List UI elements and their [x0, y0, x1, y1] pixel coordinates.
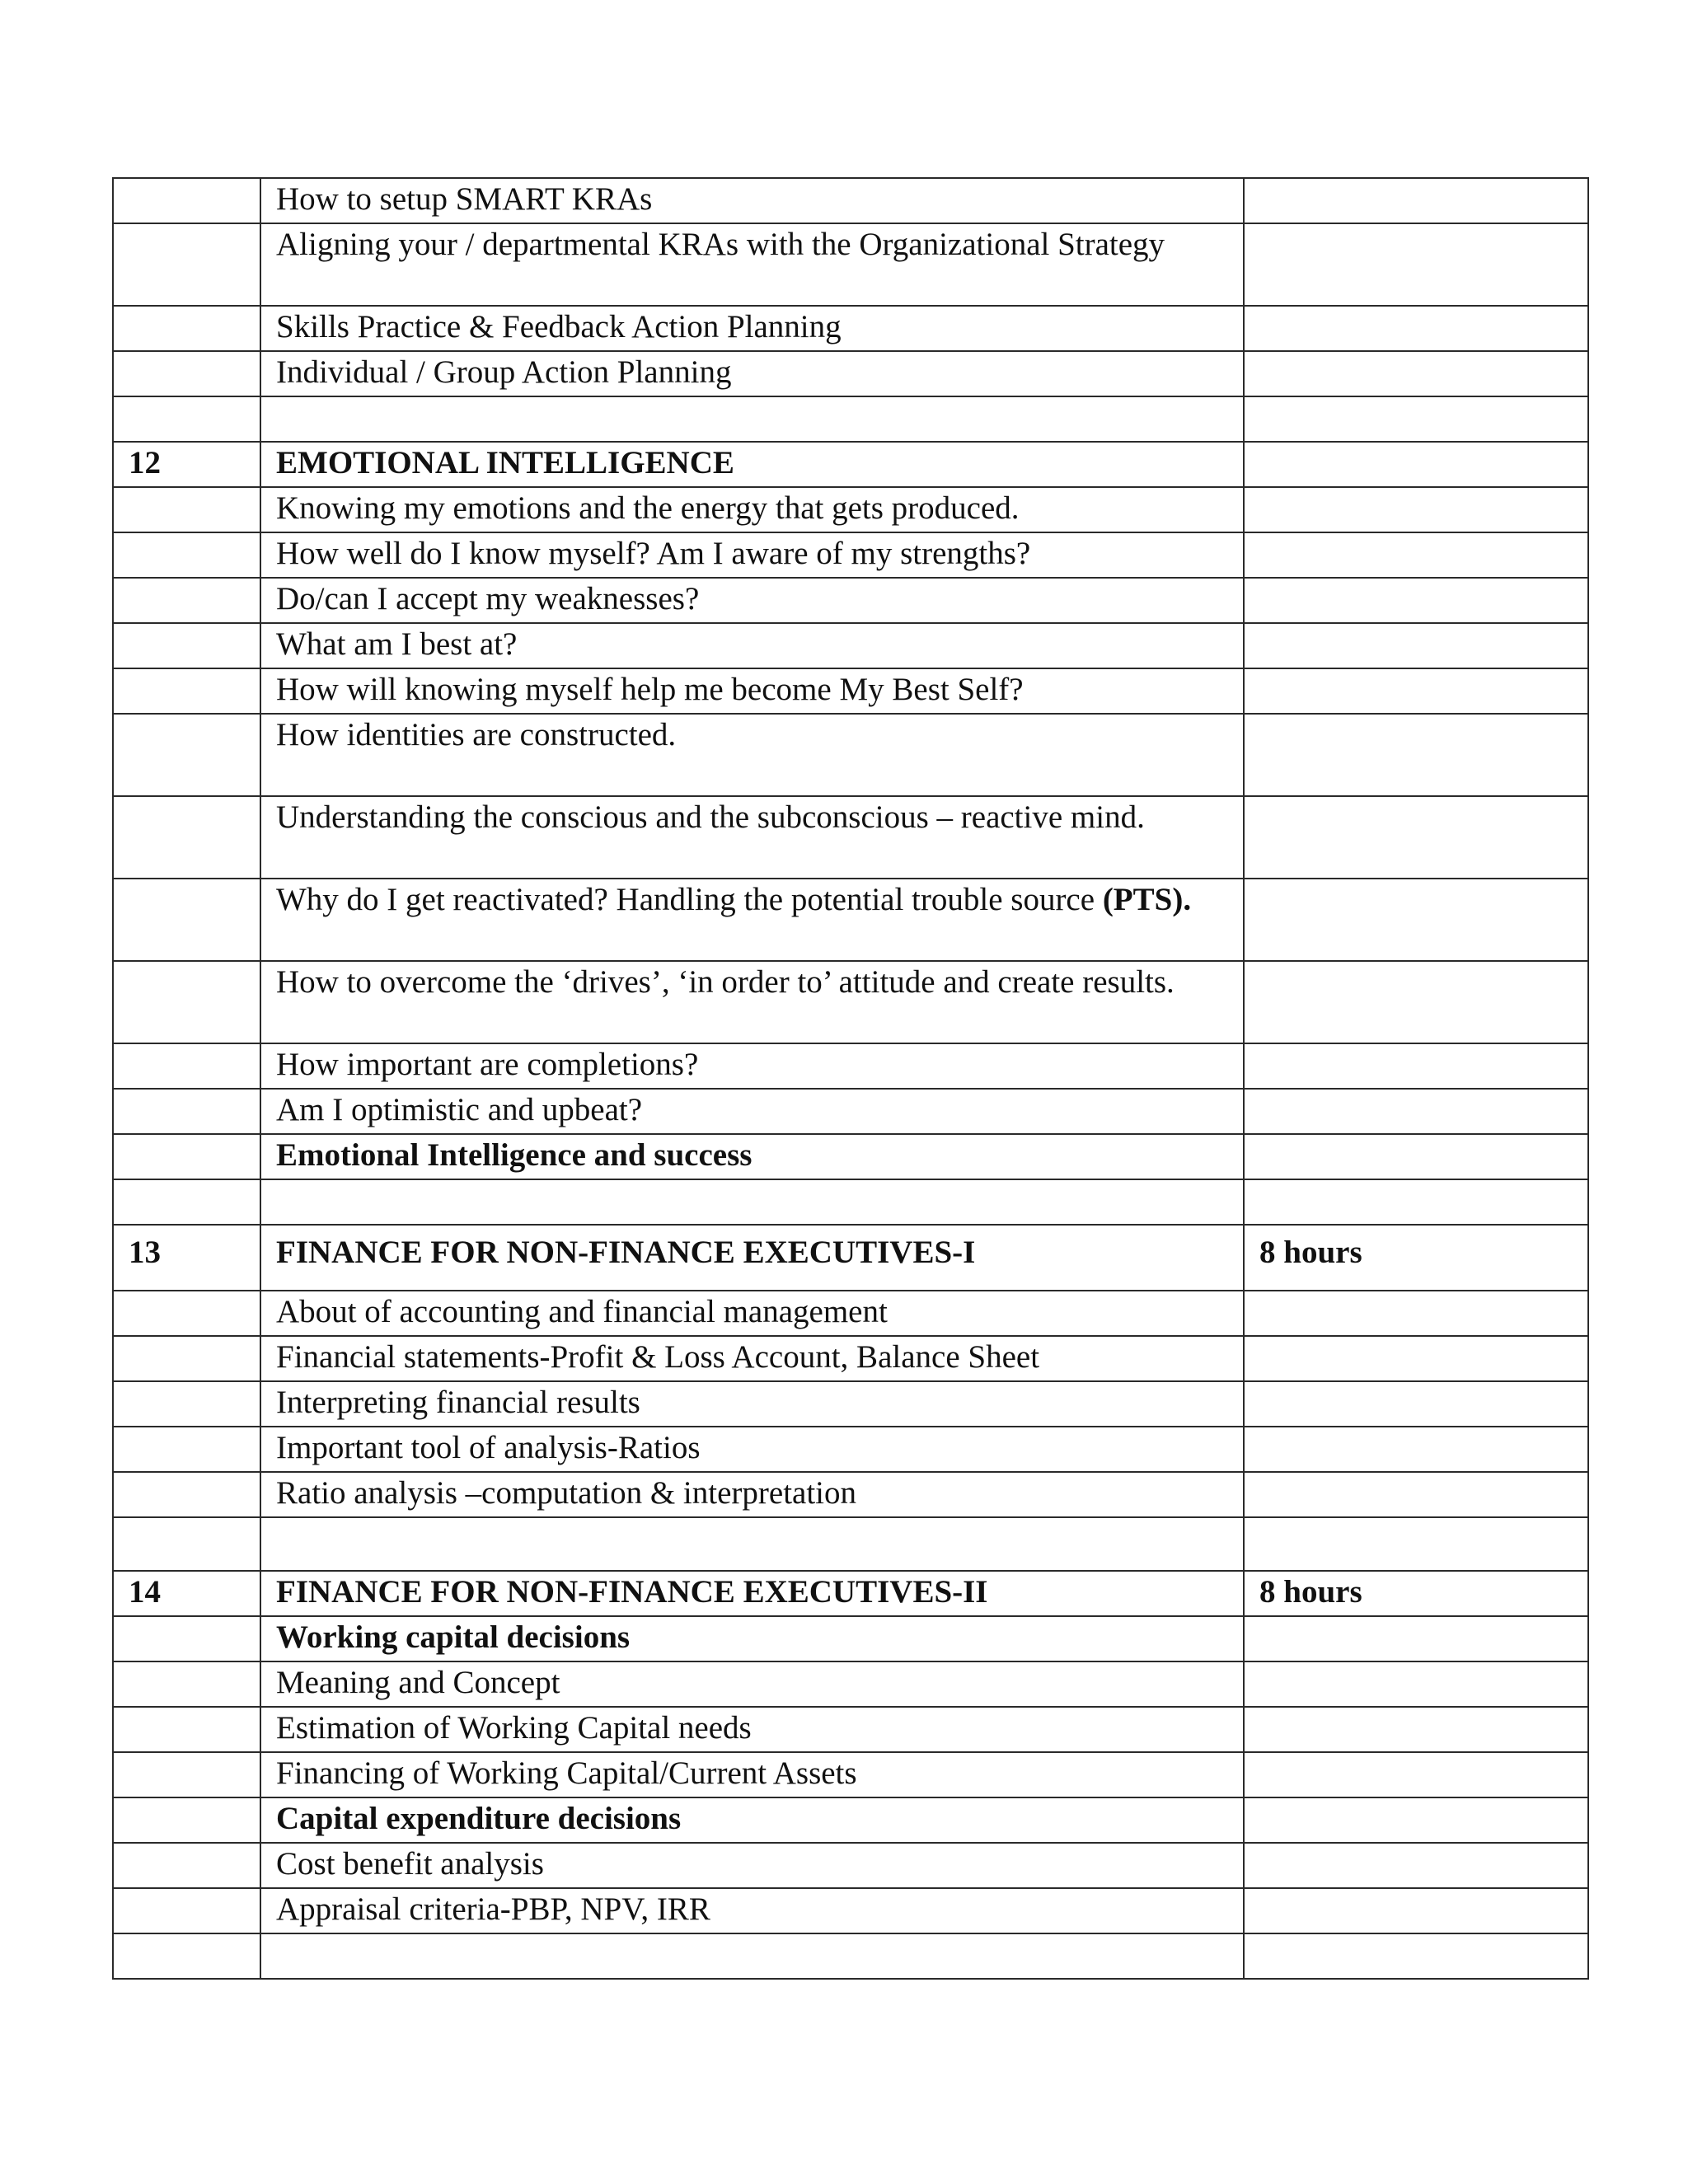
- topic-cell: [260, 1179, 1244, 1225]
- topic-text: What am I best at?: [276, 626, 518, 662]
- topic-row: [113, 1043, 1588, 1089]
- blank-row: [113, 1179, 1588, 1225]
- topic-row: [113, 714, 1588, 796]
- topic-cell: [260, 578, 1244, 623]
- topic-row: [113, 1427, 1588, 1472]
- topic-cell: [260, 1843, 1244, 1888]
- hours-cell: [1244, 1472, 1588, 1517]
- topic-text: Skills Practice & Feedback Action Planning: [276, 309, 842, 344]
- hours-cell: [1244, 178, 1588, 223]
- topic-cell: [260, 1291, 1244, 1336]
- topic-text: Understanding the conscious and the subconscious – reactive mind.: [276, 799, 1145, 835]
- section-header-row: [113, 1225, 1588, 1291]
- topic-row: [113, 1089, 1588, 1134]
- module-number-cell: [113, 1291, 260, 1336]
- topic-text: Estimation of Working Capital needs: [276, 1710, 752, 1746]
- module-number-cell: [113, 668, 260, 714]
- topic-cell: [260, 796, 1244, 879]
- topic-cell: [260, 1381, 1244, 1427]
- topic-cell: [260, 1616, 1244, 1661]
- subheading-row: [113, 1134, 1588, 1179]
- hours-cell: [1244, 442, 1588, 487]
- module-number-cell: [113, 1336, 260, 1381]
- hours-cell: [1244, 396, 1588, 442]
- hours-cell: 8 hours: [1244, 1571, 1588, 1616]
- topic-cell: [260, 223, 1244, 306]
- topic-text: Do/can I accept my weaknesses?: [276, 581, 700, 616]
- topic-cell: [260, 1933, 1244, 1979]
- topic-row: [113, 961, 1588, 1043]
- topic-text: How to setup SMART KRAs: [276, 181, 653, 217]
- hours-cell: [1244, 1291, 1588, 1336]
- module-number-cell: [113, 578, 260, 623]
- hours-cell: [1244, 1616, 1588, 1661]
- hours-cell: [1244, 1888, 1588, 1933]
- topic-text: Interpreting financial results: [276, 1385, 640, 1420]
- hours-cell: [1244, 1707, 1588, 1752]
- topic-cell: [260, 668, 1244, 714]
- hours-cell: [1244, 714, 1588, 796]
- module-number-cell: [113, 623, 260, 668]
- topic-row: [113, 1381, 1588, 1427]
- hours-cell: 8 hours: [1244, 1225, 1588, 1291]
- section-header-row: [113, 442, 1588, 487]
- module-number-cell: [113, 1043, 260, 1089]
- topic-cell: [260, 623, 1244, 668]
- module-number-cell: 14: [113, 1571, 260, 1616]
- topic-text: How to overcome the ‘drives’, ‘in order to’ attitude and create results.: [276, 964, 1175, 1000]
- topic-cell: [260, 1797, 1244, 1843]
- topic-cell: [260, 1661, 1244, 1707]
- module-number-cell: [113, 1179, 260, 1225]
- topic-text: How important are completions?: [276, 1047, 699, 1082]
- hours-cell: [1244, 1517, 1588, 1571]
- syllabus-table: [112, 177, 1589, 1980]
- topic-cell: FINANCE FOR NON-FINANCE EXECUTIVES-I: [260, 1225, 1244, 1291]
- topic-cell: [260, 532, 1244, 578]
- topic-cell: [260, 1517, 1244, 1571]
- topic-text: Why do I get reactivated? Handling the potential trouble source: [276, 882, 1095, 917]
- topic-text: Working capital decisions: [276, 1619, 631, 1655]
- topic-text: Capital expenditure decisions: [276, 1801, 682, 1836]
- blank-row: [113, 1933, 1588, 1979]
- module-number-cell: [113, 1089, 260, 1134]
- hours-cell: [1244, 1797, 1588, 1843]
- topic-cell: [260, 879, 1244, 961]
- topic-row: [113, 223, 1588, 306]
- topic-row: [113, 1336, 1588, 1381]
- topic-row: [113, 879, 1588, 961]
- module-number-cell: [113, 796, 260, 879]
- topic-row: [113, 1752, 1588, 1797]
- topic-row: [113, 1472, 1588, 1517]
- topic-text: Emotional Intelligence and success: [276, 1137, 753, 1173]
- module-number-cell: [113, 532, 260, 578]
- subheading-row: [113, 1797, 1588, 1843]
- topic-text: Aligning your / departmental KRAs with the Organizational Strategy: [276, 227, 1165, 262]
- blank-row: [113, 1517, 1588, 1571]
- hours-cell: [1244, 306, 1588, 351]
- topic-cell: FINANCE FOR NON-FINANCE EXECUTIVES-II: [260, 1571, 1244, 1616]
- topic-cell: [260, 306, 1244, 351]
- topic-text: Financing of Working Capital/Current Assets: [276, 1755, 857, 1791]
- hours-cell: [1244, 668, 1588, 714]
- topic-row: [113, 578, 1588, 623]
- module-number-cell: [113, 351, 260, 396]
- topic-cell: [260, 1472, 1244, 1517]
- topic-text: Financial statements-Profit & Loss Account, Balance Sheet: [276, 1339, 1040, 1375]
- module-number-cell: [113, 1134, 260, 1179]
- topic-cell: [260, 178, 1244, 223]
- topic-text: Am I optimistic and upbeat?: [276, 1092, 643, 1127]
- topic-row: [113, 306, 1588, 351]
- topic-row: [113, 1661, 1588, 1707]
- module-number-cell: [113, 396, 260, 442]
- topic-bold-suffix: (PTS).: [1102, 882, 1192, 917]
- module-number-cell: [113, 223, 260, 306]
- blank-row: [113, 396, 1588, 442]
- hours-cell: [1244, 796, 1588, 879]
- topic-cell: [260, 396, 1244, 442]
- topic-cell: [260, 1888, 1244, 1933]
- topic-text: Cost benefit analysis: [276, 1846, 544, 1882]
- topic-row: [113, 623, 1588, 668]
- topic-row: [113, 351, 1588, 396]
- topic-cell: [260, 1707, 1244, 1752]
- hours-cell: [1244, 879, 1588, 961]
- topic-cell: [260, 487, 1244, 532]
- module-number-cell: [113, 1427, 260, 1472]
- module-number-cell: [113, 1616, 260, 1661]
- topic-row: [113, 1291, 1588, 1336]
- hours-cell: [1244, 1661, 1588, 1707]
- module-number-cell: [113, 1517, 260, 1571]
- hours-cell: [1244, 1089, 1588, 1134]
- module-number-cell: [113, 1797, 260, 1843]
- module-number-cell: [113, 961, 260, 1043]
- hours-cell: [1244, 623, 1588, 668]
- hours-cell: [1244, 1381, 1588, 1427]
- topic-row: [113, 532, 1588, 578]
- hours-cell: [1244, 223, 1588, 306]
- module-number-cell: 12: [113, 442, 260, 487]
- topic-cell: [260, 1089, 1244, 1134]
- hours-cell: [1244, 1043, 1588, 1089]
- topic-row: [113, 1888, 1588, 1933]
- syllabus-table-body: [113, 178, 1588, 1979]
- topic-cell: [260, 1427, 1244, 1472]
- section-header-row: [113, 1571, 1588, 1616]
- hours-cell: [1244, 1752, 1588, 1797]
- module-number-cell: [113, 1381, 260, 1427]
- topic-cell: [260, 714, 1244, 796]
- hours-cell: [1244, 1933, 1588, 1979]
- topic-cell: [260, 961, 1244, 1043]
- topic-text: Knowing my emotions and the energy that gets produced.: [276, 490, 1020, 526]
- hours-cell: [1244, 1843, 1588, 1888]
- hours-cell: [1244, 1336, 1588, 1381]
- topic-cell: [260, 1752, 1244, 1797]
- hours-cell: [1244, 487, 1588, 532]
- topic-cell: EMOTIONAL INTELLIGENCE: [260, 442, 1244, 487]
- topic-text: Important tool of analysis-Ratios: [276, 1430, 701, 1465]
- topic-cell: [260, 1336, 1244, 1381]
- topic-cell: [260, 1134, 1244, 1179]
- module-number-cell: [113, 1933, 260, 1979]
- topic-row: [113, 668, 1588, 714]
- module-number-cell: [113, 1661, 260, 1707]
- module-number-cell: 13: [113, 1225, 260, 1291]
- hours-cell: [1244, 578, 1588, 623]
- hours-cell: [1244, 961, 1588, 1043]
- topic-row: [113, 1707, 1588, 1752]
- topic-row: [113, 178, 1588, 223]
- topic-cell: [260, 1043, 1244, 1089]
- module-number-cell: [113, 1707, 260, 1752]
- topic-row: [113, 1843, 1588, 1888]
- module-number-cell: [113, 178, 260, 223]
- topic-text: Individual / Group Action Planning: [276, 354, 732, 390]
- hours-cell: [1244, 532, 1588, 578]
- topic-text: How will knowing myself help me become My Best Self?: [276, 672, 1024, 707]
- module-number-cell: [113, 487, 260, 532]
- hours-cell: [1244, 351, 1588, 396]
- module-number-cell: [113, 1888, 260, 1933]
- topic-row: [113, 796, 1588, 879]
- module-number-cell: [113, 1843, 260, 1888]
- topic-text: How well do I know myself? Am I aware of my strengths?: [276, 536, 1031, 571]
- module-number-cell: [113, 714, 260, 796]
- topic-text: Meaning and Concept: [276, 1665, 560, 1700]
- topic-text: Ratio analysis –computation & interpretation: [276, 1475, 857, 1511]
- module-number-cell: [113, 1472, 260, 1517]
- hours-cell: [1244, 1134, 1588, 1179]
- topic-cell: [260, 351, 1244, 396]
- module-number-cell: [113, 879, 260, 961]
- module-number-cell: [113, 1752, 260, 1797]
- topic-text: Appraisal criteria-PBP, NPV, IRR: [276, 1891, 710, 1927]
- subheading-row: [113, 1616, 1588, 1661]
- topic-text: How identities are constructed.: [276, 717, 677, 752]
- module-number-cell: [113, 306, 260, 351]
- topic-text: About of accounting and financial management: [276, 1294, 888, 1329]
- hours-cell: [1244, 1427, 1588, 1472]
- hours-cell: [1244, 1179, 1588, 1225]
- topic-row: [113, 487, 1588, 532]
